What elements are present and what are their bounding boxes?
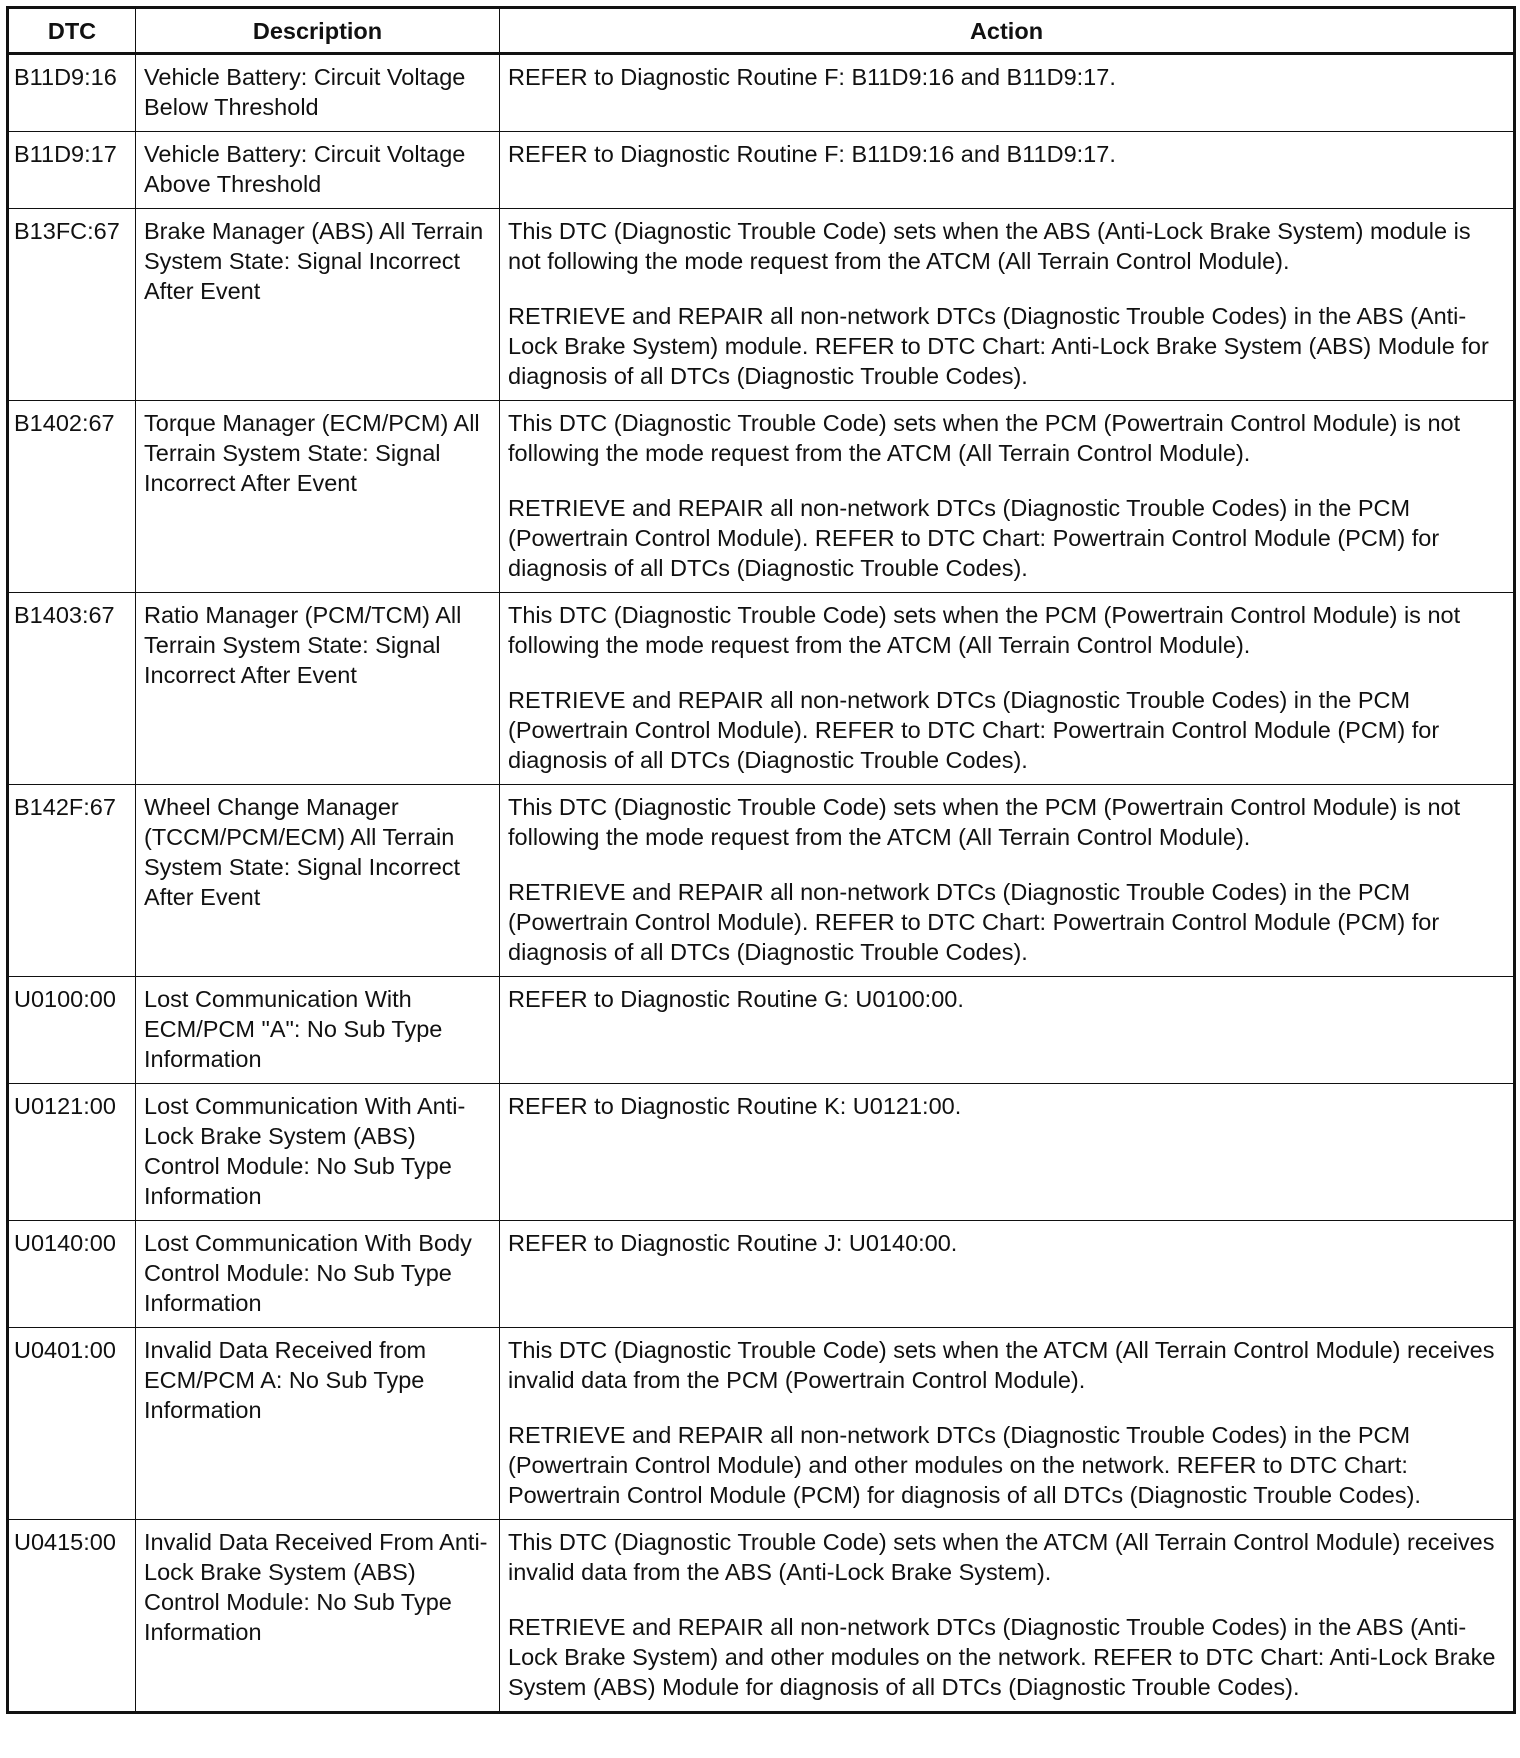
- action-paragraph: RETRIEVE and REPAIR all non-network DTCs (Diagnostic Trouble Codes) in the PCM (Powertrain Control Module). REFER to DTC Chart: Powertrain Control Module (PCM) for diagnosis of all DTCs (Diagnostic Trouble Codes).: [508, 495, 1440, 581]
- dtc-action: [500, 1328, 1515, 1520]
- action-paragraph: REFER to Diagnostic Routine J: U0140:00.: [508, 1230, 958, 1256]
- table-row: [8, 1520, 1515, 1713]
- dtc-code: B1403:67: [8, 593, 136, 785]
- dtc-table: [6, 6, 1516, 1714]
- header-description: Description: [136, 8, 500, 54]
- header-row: [8, 8, 1515, 54]
- dtc-action: [500, 54, 1515, 132]
- table-row: [8, 54, 1515, 132]
- action-paragraph: REFER to Diagnostic Routine G: U0100:00.: [508, 986, 964, 1012]
- dtc-action: [500, 1520, 1515, 1713]
- dtc-description: Torque Manager (ECM/PCM) All Terrain System State: Signal Incorrect After Event: [136, 401, 500, 593]
- header-action: Action: [500, 8, 1515, 54]
- table-row: [8, 401, 1515, 593]
- action-paragraph: RETRIEVE and REPAIR all non-network DTCs (Diagnostic Trouble Codes) in the PCM (Powertrain Control Module) and other modules on the network. REFER to DTC Chart: Powertrain Control Module (PCM) for diagnosis of all DTCs (Diagnostic Trouble Codes).: [508, 1422, 1421, 1508]
- dtc-code: B142F:67: [8, 785, 136, 977]
- table-header: [8, 8, 1515, 54]
- dtc-code: B1402:67: [8, 401, 136, 593]
- dtc-code: U0140:00: [8, 1221, 136, 1328]
- action-paragraph: REFER to Diagnostic Routine F: B11D9:16 and B11D9:17.: [508, 141, 1116, 167]
- dtc-description: Vehicle Battery: Circuit Voltage Below Threshold: [136, 54, 500, 132]
- table-row: [8, 977, 1515, 1084]
- dtc-action: [500, 1084, 1515, 1221]
- action-paragraph: This DTC (Diagnostic Trouble Code) sets when the PCM (Powertrain Control Module) is not following the mode request from the ATCM (All Terrain Control Module).: [508, 794, 1461, 850]
- dtc-description: Vehicle Battery: Circuit Voltage Above Threshold: [136, 132, 500, 209]
- action-paragraph: This DTC (Diagnostic Trouble Code) sets when the ATCM (All Terrain Control Module) receives invalid data from the ABS (Anti-Lock Brake System).: [508, 1529, 1495, 1585]
- dtc-description: Invalid Data Received From Anti-Lock Brake System (ABS) Control Module: No Sub Type Information: [136, 1520, 500, 1713]
- action-paragraph: RETRIEVE and REPAIR all non-network DTCs (Diagnostic Trouble Codes) in the PCM (Powertrain Control Module). REFER to DTC Chart: Powertrain Control Module (PCM) for diagnosis of all DTCs (Diagnostic Trouble Codes).: [508, 879, 1440, 965]
- table-row: [8, 209, 1515, 401]
- table-row: [8, 1221, 1515, 1328]
- dtc-action: [500, 209, 1515, 401]
- dtc-description: Lost Communication With Anti-Lock Brake System (ABS) Control Module: No Sub Type Information: [136, 1084, 500, 1221]
- dtc-code: U0121:00: [8, 1084, 136, 1221]
- table-row: [8, 1084, 1515, 1221]
- dtc-action: [500, 593, 1515, 785]
- action-paragraph: RETRIEVE and REPAIR all non-network DTCs (Diagnostic Trouble Codes) in the ABS (Anti-Lock Brake System) module. REFER to DTC Chart: Anti-Lock Brake System (ABS) Module for diagnosis of all DTCs (Diagnostic Trouble Codes).: [508, 303, 1489, 389]
- dtc-action: [500, 785, 1515, 977]
- action-paragraph: This DTC (Diagnostic Trouble Code) sets when the PCM (Powertrain Control Module) is not following the mode request from the ATCM (All Terrain Control Module).: [508, 410, 1461, 466]
- action-paragraph: REFER to Diagnostic Routine F: B11D9:16 and B11D9:17.: [508, 64, 1116, 90]
- dtc-code: B11D9:17: [8, 132, 136, 209]
- table-body: [8, 54, 1515, 1713]
- action-paragraph: REFER to Diagnostic Routine K: U0121:00.: [508, 1093, 962, 1119]
- header-dtc: DTC: [8, 8, 136, 54]
- action-paragraph: RETRIEVE and REPAIR all non-network DTCs (Diagnostic Trouble Codes) in the PCM (Powertrain Control Module). REFER to DTC Chart: Powertrain Control Module (PCM) for diagnosis of all DTCs (Diagnostic Trouble Codes).: [508, 687, 1440, 773]
- dtc-description: Wheel Change Manager (TCCM/PCM/ECM) All Terrain System State: Signal Incorrect After Event: [136, 785, 500, 977]
- dtc-action: [500, 132, 1515, 209]
- dtc-description: Lost Communication With Body Control Module: No Sub Type Information: [136, 1221, 500, 1328]
- action-paragraph: RETRIEVE and REPAIR all non-network DTCs (Diagnostic Trouble Codes) in the ABS (Anti-Lock Brake System) and other modules on the network. REFER to DTC Chart: Anti-Lock Brake System (ABS) Module for diagnosis of all DTCs (Diagnostic Trouble Codes).: [508, 1614, 1496, 1700]
- dtc-action: [500, 401, 1515, 593]
- action-paragraph: This DTC (Diagnostic Trouble Code) sets when the ATCM (All Terrain Control Module) receives invalid data from the PCM (Powertrain Control Module).: [508, 1337, 1495, 1393]
- dtc-code: U0415:00: [8, 1520, 136, 1713]
- dtc-code: B11D9:16: [8, 54, 136, 132]
- dtc-action: [500, 977, 1515, 1084]
- table-row: [8, 785, 1515, 977]
- dtc-description: Lost Communication With ECM/PCM "A": No Sub Type Information: [136, 977, 500, 1084]
- dtc-description: Brake Manager (ABS) All Terrain System State: Signal Incorrect After Event: [136, 209, 500, 401]
- action-paragraph: This DTC (Diagnostic Trouble Code) sets when the PCM (Powertrain Control Module) is not following the mode request from the ATCM (All Terrain Control Module).: [508, 602, 1461, 658]
- table-row: [8, 593, 1515, 785]
- dtc-code: U0401:00: [8, 1328, 136, 1520]
- dtc-code: B13FC:67: [8, 209, 136, 401]
- dtc-description: Ratio Manager (PCM/TCM) All Terrain System State: Signal Incorrect After Event: [136, 593, 500, 785]
- action-paragraph: This DTC (Diagnostic Trouble Code) sets when the ABS (Anti-Lock Brake System) module is not following the mode request from the ATCM (All Terrain Control Module).: [508, 218, 1471, 274]
- table-row: [8, 132, 1515, 209]
- dtc-action: [500, 1221, 1515, 1328]
- dtc-description: Invalid Data Received from ECM/PCM A: No Sub Type Information: [136, 1328, 500, 1520]
- table-row: [8, 1328, 1515, 1520]
- dtc-code: U0100:00: [8, 977, 136, 1084]
